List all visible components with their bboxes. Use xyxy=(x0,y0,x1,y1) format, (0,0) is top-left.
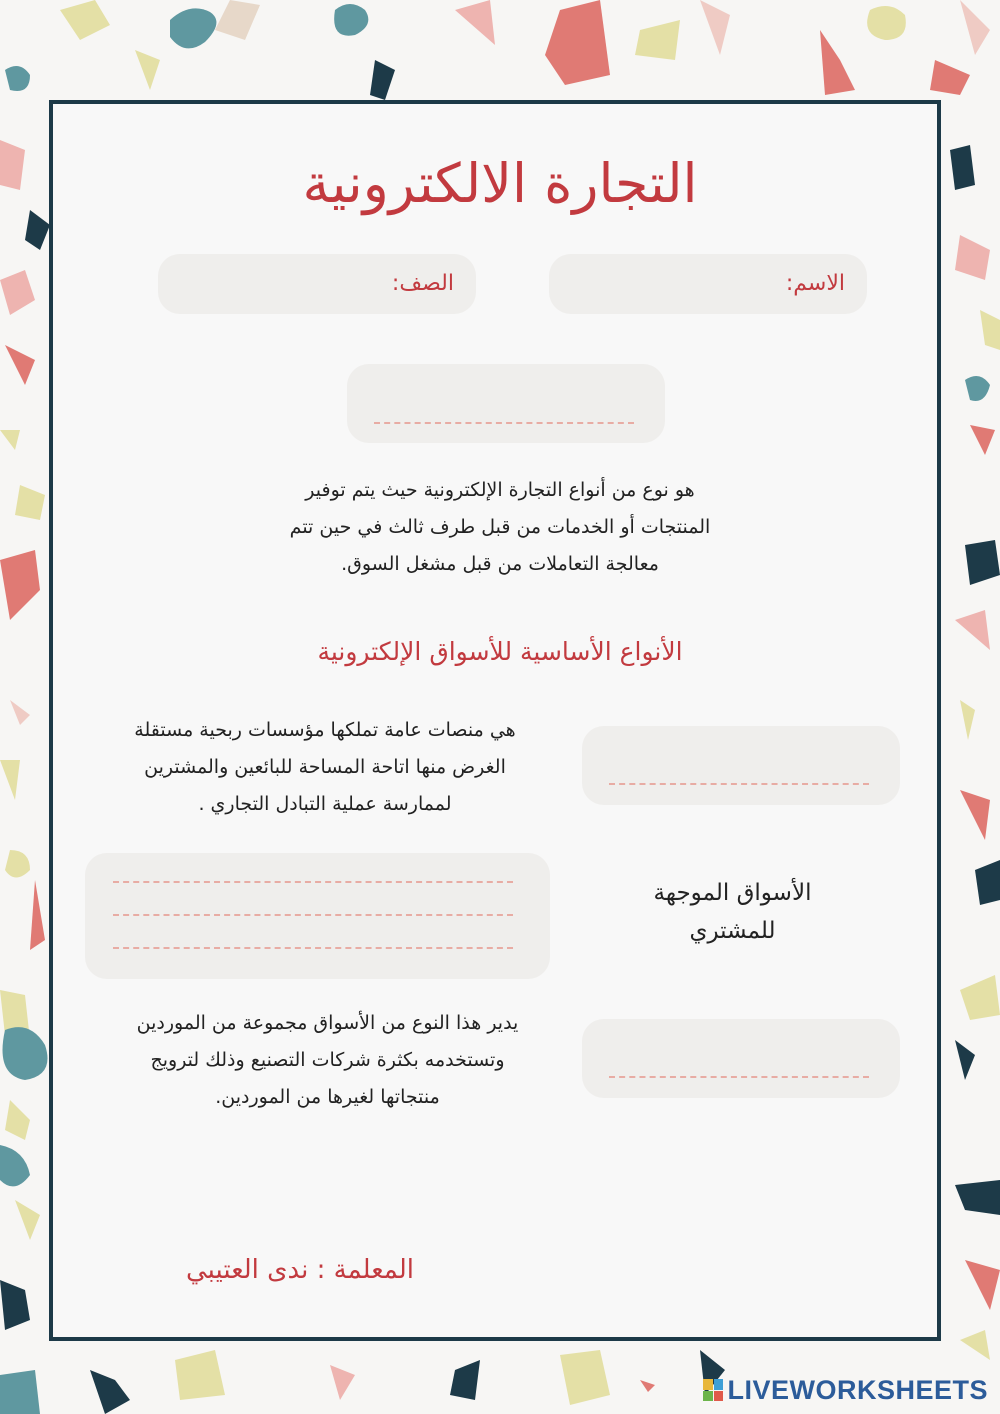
brand-mark-icon xyxy=(703,1379,723,1401)
type-2-label: الأسواق الموجهة للمشتري xyxy=(653,880,812,944)
name-field[interactable] xyxy=(549,254,867,314)
liveworksheets-logo[interactable] xyxy=(703,1370,988,1410)
teacher-name: المعلمة : ندى العتيبي xyxy=(186,1255,414,1285)
brand-name: LIVEWORKSHEETS xyxy=(727,1374,988,1405)
page-title: التجارة الالكترونية xyxy=(302,152,698,215)
class-label: الصف: xyxy=(391,271,454,296)
answer-line xyxy=(609,1076,869,1078)
class-field[interactable] xyxy=(158,254,476,314)
answer-box-type-2[interactable] xyxy=(85,853,550,979)
type-1-description: هي منصات عامة تملكها مؤسسات ربحية مستقلة الغرض منها اتاحة المساحة للبائعين والمشترين لممارسة عملية التبادل التجاري . xyxy=(134,719,516,815)
type-3-description: يدير هذا النوع من الأسواق مجموعة من الموردين وتستخدمه بكثرة شركات التصنيع وذلك لترويج منتجاتها لغيرها من الموردين. xyxy=(136,1012,519,1108)
answer-line xyxy=(113,881,513,883)
answer-line xyxy=(374,422,634,424)
answer-box-type-1[interactable] xyxy=(582,726,900,805)
answer-box-type-3[interactable] xyxy=(582,1019,900,1098)
definition-text: هو نوع من أنواع التجارة الإلكترونية حيث يتم توفير المنتجات أو الخدمات من قبل طرف ثالث في حين تتم معالجة التعاملات من قبل مشغل السوق. xyxy=(289,479,711,575)
answer-line xyxy=(113,947,513,949)
section-title: الأنواع الأساسية للأسواق الإلكترونية xyxy=(317,637,683,666)
name-label: الاسم: xyxy=(785,271,845,296)
answer-line xyxy=(113,914,513,916)
answer-box-definition[interactable] xyxy=(347,364,665,443)
answer-line xyxy=(609,783,869,785)
